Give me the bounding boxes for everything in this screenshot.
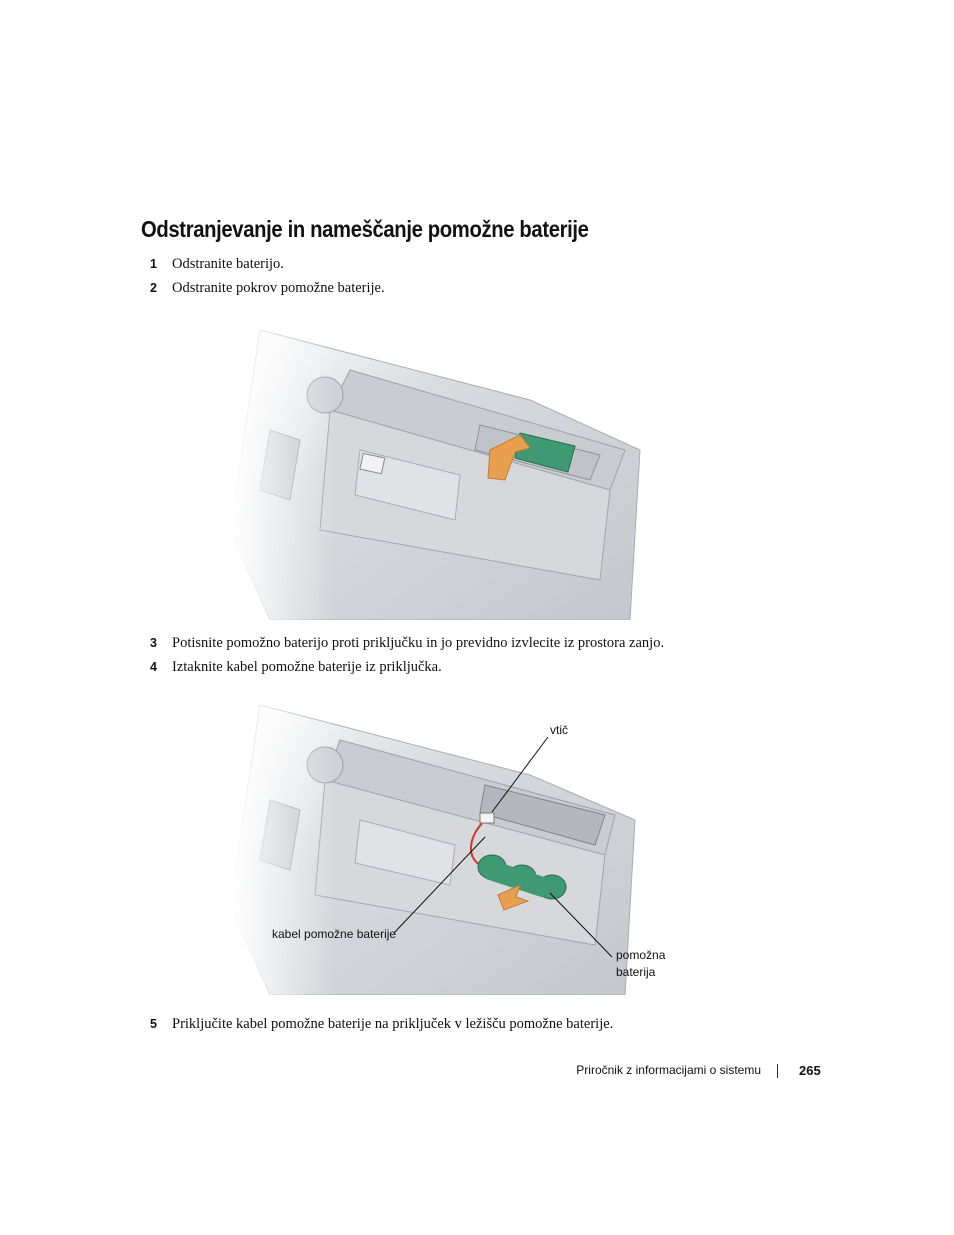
page-number: 265 (799, 1063, 821, 1078)
step-text: Iztaknite kabel pomožne baterije iz priključka. (172, 659, 442, 675)
label-battery-line1: pomožna (616, 948, 666, 962)
footer-separator (777, 1064, 778, 1078)
label-battery-line2: baterija (616, 965, 656, 979)
label-battery (616, 947, 665, 981)
step-text: Odstranite pokrov pomožne baterije. (172, 280, 385, 296)
step-number: 3 (150, 636, 157, 650)
label-cable: kabel pomožne baterije (272, 927, 397, 941)
step-5 (150, 1016, 613, 1033)
page-title: Odstranjevanje in nameščanje pomožne baterije (141, 216, 589, 242)
footer-title: Priročnik z informacijami o sistemu (576, 1063, 761, 1077)
label-connector: vtič (550, 723, 568, 737)
step-text: Odstranite baterijo. (172, 256, 284, 272)
step-number: 1 (150, 257, 157, 271)
step-number: 4 (150, 660, 157, 674)
step-number: 5 (150, 1017, 157, 1031)
step-text: Priključite kabel pomožne baterije na priključek v ležišču pomožne baterije. (172, 1016, 614, 1032)
step-number: 2 (150, 281, 157, 295)
step-text: Potisnite pomožno baterijo proti priključku in jo previdno izvlecite iz prostora zanjo. (172, 635, 665, 651)
